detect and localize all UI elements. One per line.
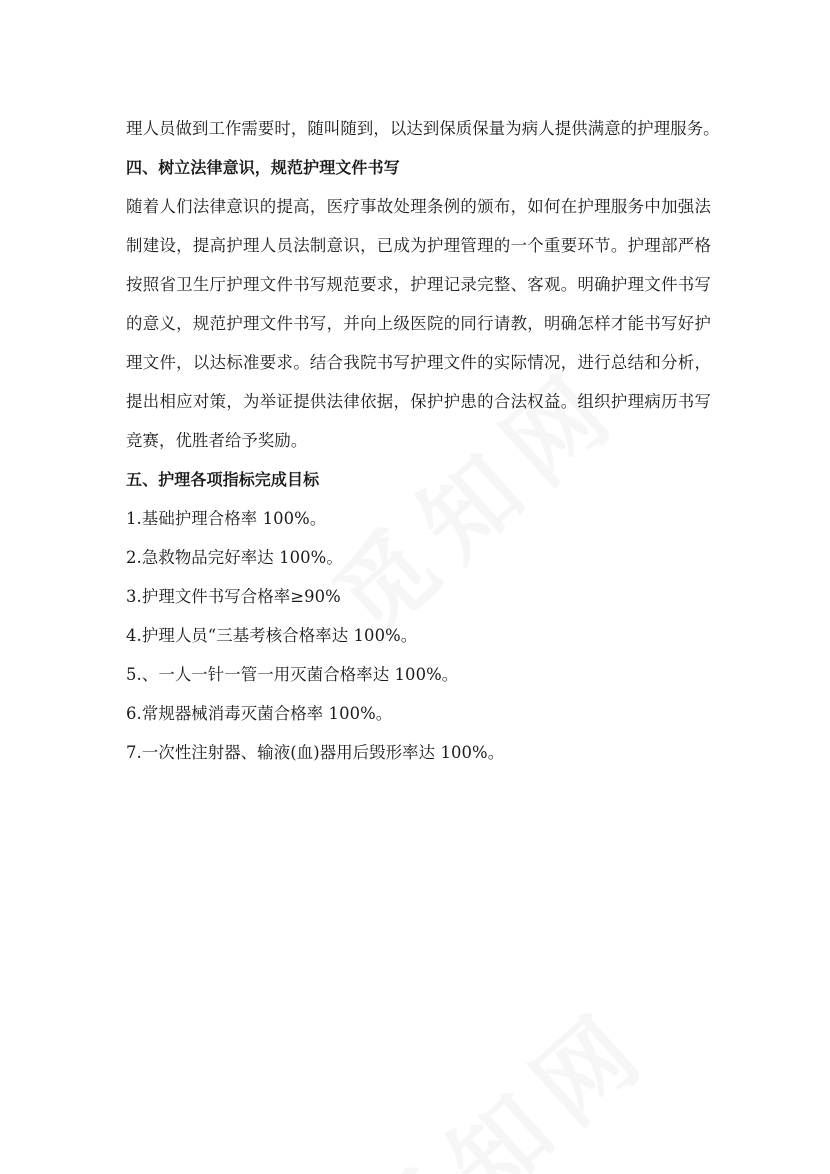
list-item: 3.护理文件书写合格率≥90% [126,587,341,606]
section-heading-4: 四、树立法律意识，规范护理文件书写 [126,158,400,177]
document-body [126,109,720,772]
list-item: 2.急救物品完好率达 100%。 [126,548,343,567]
watermark-bottom [330,971,676,1174]
list-item: 7.一次性注射器、输液(血)器用后毁形率达 100%。 [126,743,505,762]
paragraph-line: 制建设，提高护理人员法制意识，已成为护理管理的一个重要环节。护理部严格 [126,236,711,255]
paragraph-line: 理文件，以达标准要求。结合我院书写护理文件的实际情况，进行总结和分析， [126,353,711,372]
list-item: 4.护理人员“三基考核合格率达 100%。 [126,626,418,645]
paragraph-line: 提出相应对策，为举证提供法律依据，保护护患的合法权益。组织护理病历书写 [126,392,711,411]
paragraph-line: 按照省卫生厅护理文件书写规范要求，护理记录完整、客观。明确护理文件书写 [126,275,711,294]
list-item: 1.基础护理合格率 100%。 [126,509,327,528]
paragraph-line: 理人员做到工作需要时，随叫随到，以达到保质保量为病人提供满意的护理服务。 [126,119,720,138]
paragraph-line: 的意义，规范护理文件书写，并向上级医院的同行请教，明确怎样才能书写好护 [126,314,711,333]
paragraph-line-last: 竞赛，优胜者给予奖励。 [126,431,308,450]
paragraph-line: 随着人们法律意识的提高，医疗事故处理条例的颁布，如何在护理服务中加强法 [126,197,711,216]
section-heading-5: 五、护理各项指标完成目标 [126,470,320,489]
list-item: 6.常规器械消毒灭菌合格率 100%。 [126,704,393,723]
list-item: 5.、一人一针一管一用灭菌合格率达 100%。 [126,665,459,684]
